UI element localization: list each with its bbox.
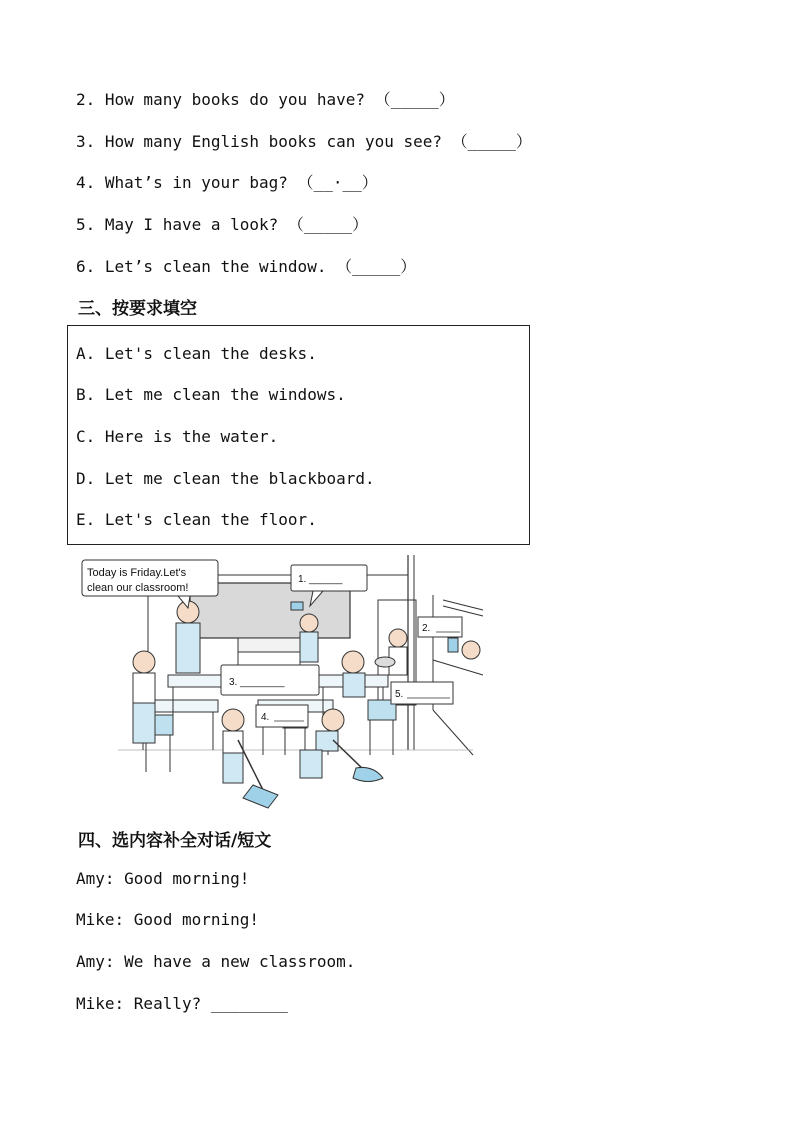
boy-mop-figure bbox=[322, 709, 344, 731]
question-2: 2. How many books do you have? （_____） bbox=[76, 90, 455, 109]
blank-2: 2. bbox=[422, 623, 431, 634]
blank-1: 1. ______ bbox=[298, 574, 343, 585]
girl-blackboard-figure bbox=[300, 614, 318, 632]
option-b: B. Let me clean the windows. bbox=[76, 385, 346, 404]
blank-5: 5. bbox=[395, 689, 404, 700]
speech-line-1: Today is Friday.Let's bbox=[87, 567, 187, 579]
dialogue-line-1: Amy: Good morning! bbox=[76, 869, 250, 888]
girl-window-figure bbox=[462, 641, 480, 659]
dialogue-line-2: Mike: Good morning! bbox=[76, 910, 260, 929]
dialogue-line-4: Mike: Really? ________ bbox=[76, 994, 288, 1013]
option-c: C. Here is the water. bbox=[76, 427, 279, 446]
blank-4: 4. bbox=[261, 712, 270, 723]
boy-desk-figure bbox=[342, 651, 364, 673]
question-3: 3. How many English books can you see? （_____） bbox=[76, 132, 532, 151]
option-e: E. Let's clean the floor. bbox=[76, 510, 317, 529]
section-3-heading: 三、按要求填空 bbox=[78, 299, 197, 319]
speech-line-2: clean our classroom! bbox=[87, 582, 189, 594]
dialogue-line-3: Amy: We have a new classroom. bbox=[76, 952, 356, 971]
boy-desks-figure bbox=[133, 651, 155, 673]
options-box bbox=[67, 325, 530, 545]
boy-broom-figure bbox=[222, 709, 244, 731]
classroom-illustration bbox=[78, 550, 508, 812]
question-4: 4. What’s in your bag? （__·__） bbox=[76, 173, 378, 192]
question-6: 6. Let’s clean the window. （_____） bbox=[76, 257, 417, 276]
section-4-heading: 四、选内容补全对话/短文 bbox=[78, 831, 272, 851]
option-a: A. Let's clean the desks. bbox=[76, 344, 317, 363]
girl-water-figure bbox=[389, 629, 407, 647]
blank-3: 3. ________ bbox=[229, 677, 285, 688]
question-5: 5. May I have a look? （_____） bbox=[76, 215, 369, 234]
option-d: D. Let me clean the blackboard. bbox=[76, 469, 375, 488]
